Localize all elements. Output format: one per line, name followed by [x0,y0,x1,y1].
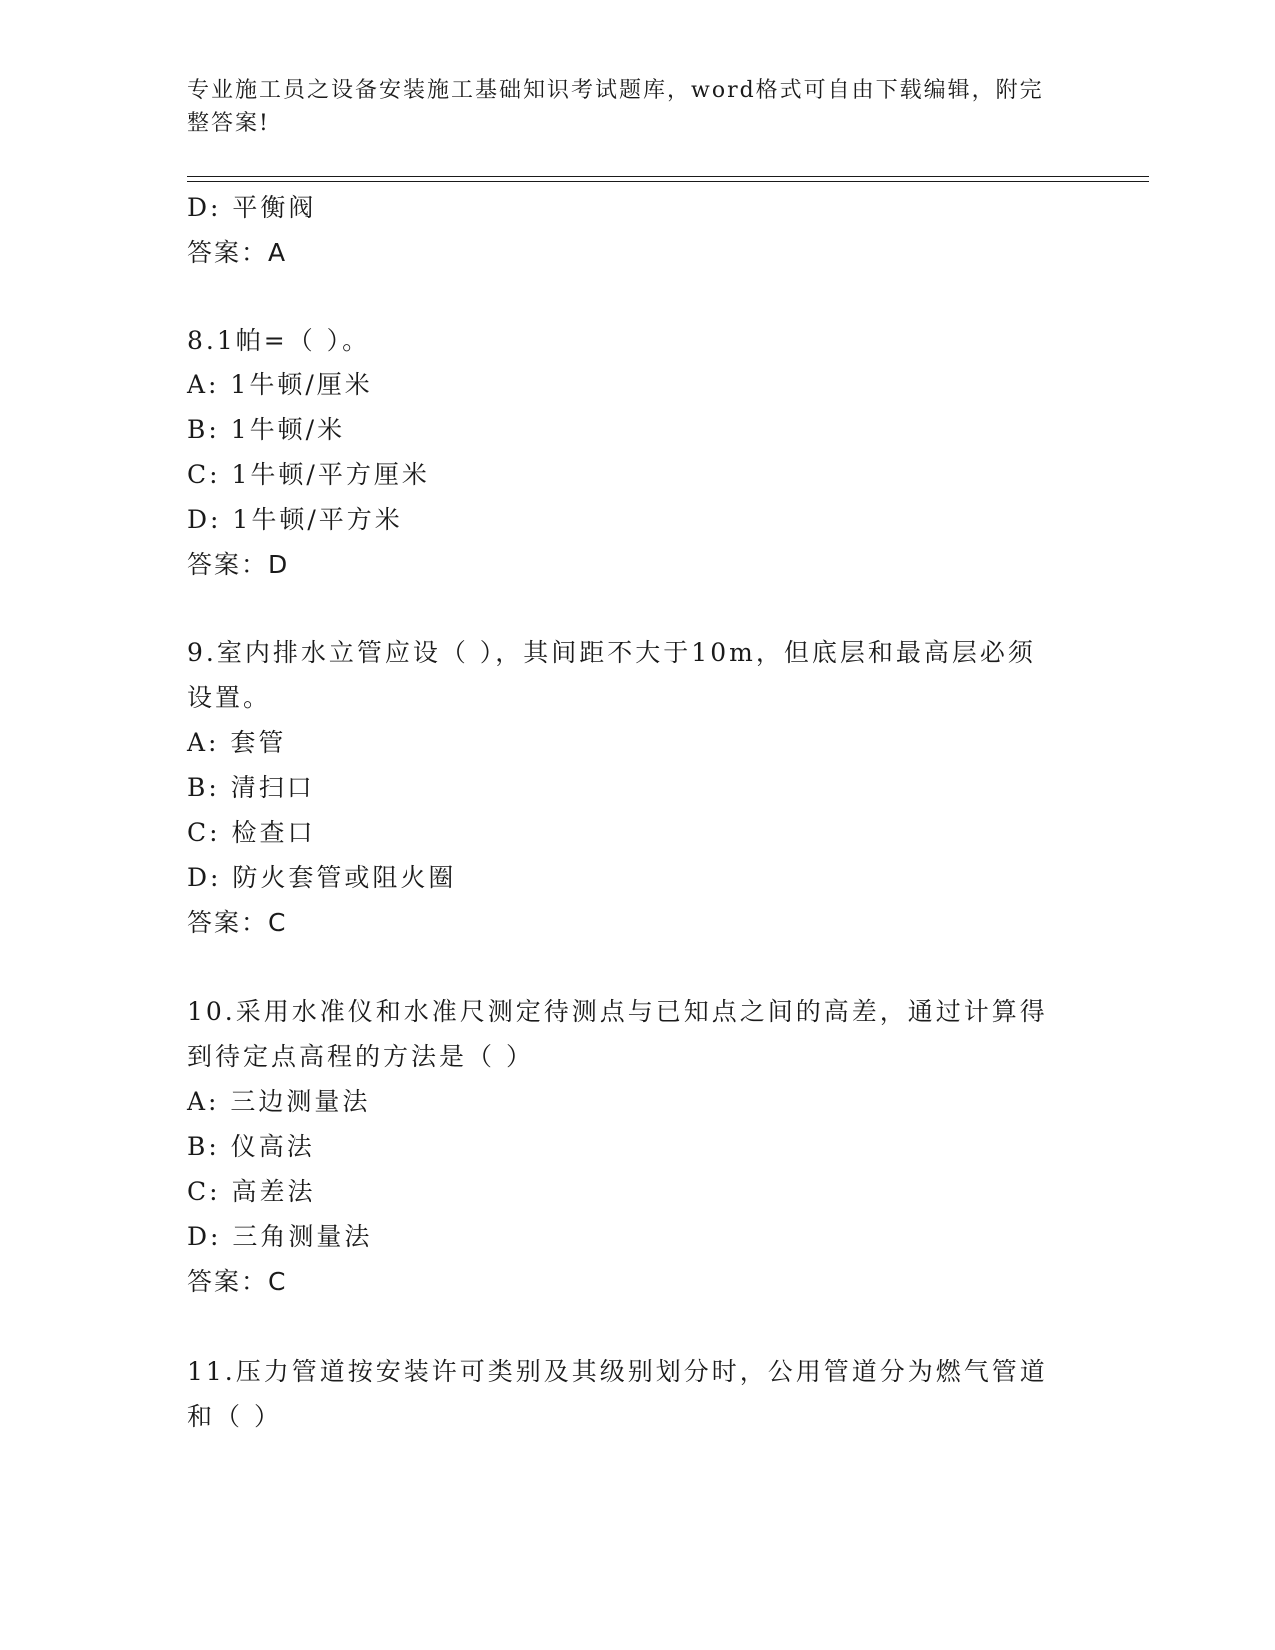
q10-option-d: D: 三角测量法 [187,1222,373,1251]
header-divider-bottom [187,181,1149,182]
q10-stem-line1: 10.采用水准仪和水准尺测定待测点与已知点之间的高差，通过计算得 [187,997,1048,1026]
q10-option-b: B: 仪高法 [187,1132,315,1161]
q11-stem-line1: 11.压力管道按安装许可类别及其级别划分时，公用管道分为燃气管道 [187,1357,1048,1386]
prev-answer: 答案：A [187,238,288,267]
q10-option-c: C: 高差法 [187,1177,316,1206]
q8-option-d: D: 1牛顿/平方米 [187,505,403,534]
header-divider-top [187,176,1149,177]
prev-option-d: D: 平衡阀 [187,193,317,222]
q9-option-b: B: 清扫口 [187,773,315,802]
q8-answer: 答案：D [187,550,290,579]
q8-option-c: C: 1牛顿/平方厘米 [187,460,430,489]
q9-option-a: A: 套管 [187,728,287,757]
q10-answer: 答案：C [187,1267,288,1296]
q8-option-b: B: 1牛顿/米 [187,415,346,444]
q10-option-a: A: 三边测量法 [187,1087,371,1116]
q8-stem: 8.1帕=（ ）。 [187,326,371,355]
q9-stem-line1: 9.室内排水立管应设（ ），其间距不大于10m，但底层和最高层必须 [187,638,1036,667]
q9-option-d: D: 防火套管或阻火圈 [187,863,457,892]
q9-answer: 答案：C [187,908,288,937]
q8-option-a: A: 1牛顿/厘米 [187,370,373,399]
q9-stem-line2: 设置。 [187,683,272,712]
document-header-title: 专业施工员之设备安装施工基础知识考试题库，word格式可自由下载编辑，附完整答案! [187,78,1044,136]
q10-stem-line2: 到待定点高程的方法是（ ） [187,1042,534,1071]
q11-stem-line2: 和（ ） [187,1402,282,1431]
q9-option-c: C: 检查口 [187,818,316,847]
